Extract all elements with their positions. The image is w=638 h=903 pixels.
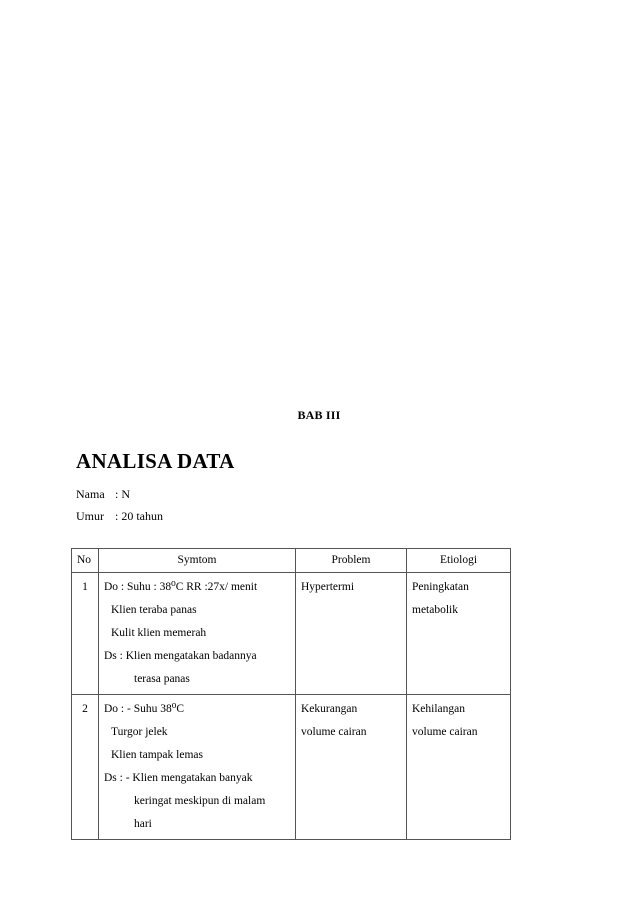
- symptom-line: Klien tampak lemas: [111, 749, 203, 761]
- etiology-cell: [407, 695, 511, 840]
- symptom-line: Turgor jelek: [111, 726, 168, 738]
- header-no: No: [72, 549, 99, 573]
- patient-name: [76, 487, 130, 502]
- symptom-line: Ds : Klien mengatakan badannya: [104, 650, 257, 662]
- header-etiology: Etiologi: [407, 549, 511, 573]
- etiology-line: metabolik: [412, 604, 458, 616]
- problem-line: volume cairan: [301, 726, 367, 738]
- symptom-line: hari: [134, 818, 152, 830]
- problem-cell: [296, 695, 407, 840]
- header-symptom: Symtom: [99, 549, 296, 573]
- patient-age: [76, 509, 163, 524]
- page-title: ANALISA DATA: [76, 449, 235, 473]
- symptom-cell: [99, 695, 296, 840]
- chapter-label: BAB III: [297, 408, 341, 422]
- symptom-line: Klien teraba panas: [111, 604, 197, 616]
- symptom-line: Do : Suhu : 38⁰C RR :27x/ menit: [104, 581, 258, 593]
- etiology-line: Peningkatan: [412, 581, 469, 593]
- table-header-row: [72, 549, 511, 573]
- etiology-line: Kehilangan: [412, 703, 466, 715]
- symptom-line: terasa panas: [134, 673, 190, 685]
- patient-name-value: : N: [115, 487, 130, 501]
- problem-line: Kekurangan: [301, 703, 358, 715]
- header-problem: Problem: [296, 549, 407, 573]
- table-row: [72, 695, 511, 840]
- etiology-cell: [407, 573, 511, 695]
- etiology-line: volume cairan: [412, 726, 478, 738]
- problem-cell: [296, 573, 407, 695]
- symptom-line: keringat meskipun di malam: [134, 795, 266, 807]
- row-number: 2: [72, 695, 99, 840]
- patient-age-value: : 20 tahun: [115, 509, 163, 523]
- symptom-line: Ds : - Klien mengatakan banyak: [104, 772, 253, 784]
- analysis-table: [71, 548, 511, 840]
- symptom-line: Do : - Suhu 38⁰C: [104, 703, 185, 715]
- symptom-cell: [99, 573, 296, 695]
- problem-line: Hypertermi: [301, 581, 355, 593]
- symptom-line: Kulit klien memerah: [111, 627, 207, 639]
- table-row: [72, 573, 511, 695]
- patient-age-label: Umur: [76, 509, 104, 523]
- row-number: 1: [72, 573, 99, 695]
- patient-name-label: Nama: [76, 487, 105, 501]
